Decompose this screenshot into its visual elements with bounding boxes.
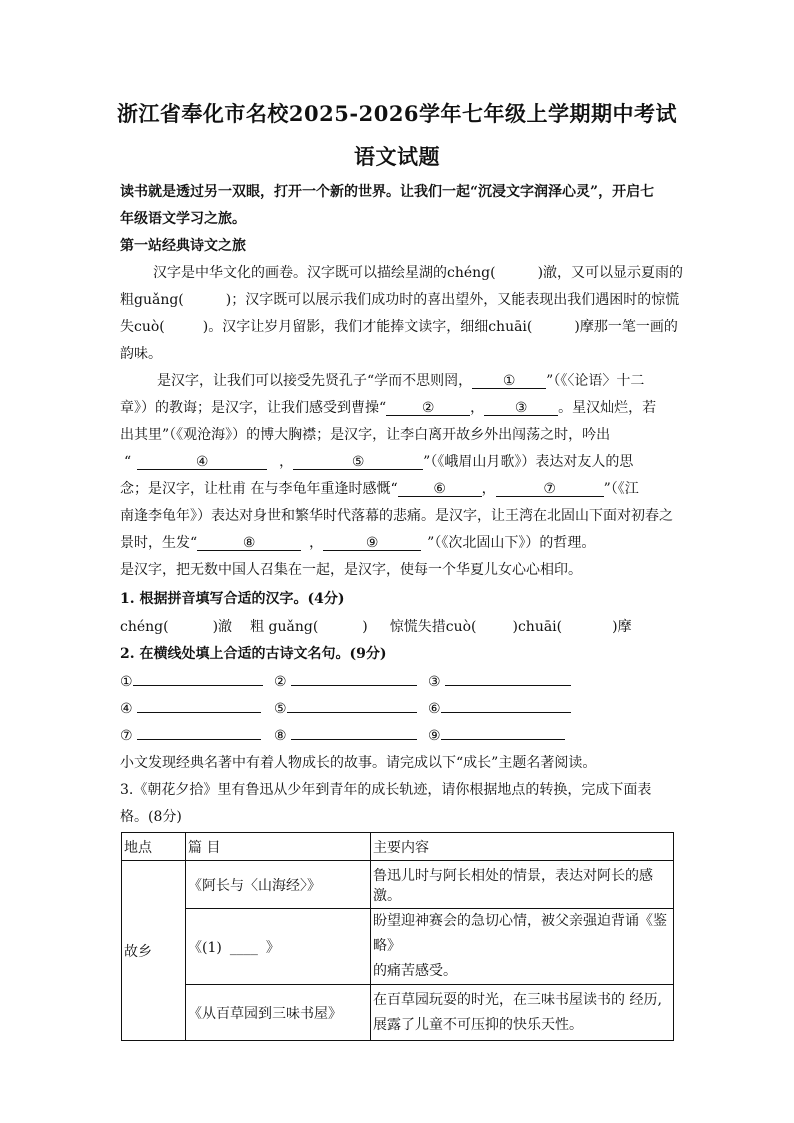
answer-line[interactable] (137, 725, 261, 740)
blank-6[interactable]: ⑥ (398, 482, 482, 497)
table-row (122, 985, 674, 1041)
intro-line2: 年级语文学习之旅。 (120, 211, 246, 227)
row3-content (371, 985, 674, 1041)
q2-label: ⑥ (428, 701, 441, 717)
p2-line2: 章》）的教诲；是汉字，让我们感受到曹操“ ② ， ③ 。星汉灿烂，若 (120, 400, 657, 416)
p1-line3 (120, 316, 678, 336)
p2-line5: 念；是汉字，让杜甫 在与李龟年重逢时感慨“ ⑥ ， ⑦ ”（《江 (120, 481, 639, 497)
q2-title: 2. 在横线处填上合适的古诗文名句。(9分) (120, 646, 387, 662)
p2-text: ”（《峨眉山月歌》）表达对友人的思 (423, 454, 634, 470)
q2-label: ① (120, 674, 133, 690)
header-place: 地点 (122, 833, 186, 861)
section-title: 第一站经典诗文之旅 (120, 238, 246, 254)
q1-item: ) (362, 619, 368, 635)
p1-text: )摩那一笔一画的 (574, 319, 678, 335)
answer-line[interactable] (137, 698, 261, 713)
p2-text: 章》）的教诲；是汉字，让我们感受到曹操“ (120, 400, 387, 416)
blank-5[interactable]: ⑤ (293, 455, 423, 470)
answer-line[interactable] (133, 671, 263, 686)
row2-title-blank[interactable]: ____ (229, 939, 258, 956)
header-title: 篇 目 (186, 833, 371, 861)
q2-label: ⑤ (274, 701, 287, 717)
blank-4[interactable]: ④ (137, 455, 267, 470)
answer-line[interactable] (287, 698, 417, 713)
q2-label: ② (274, 674, 287, 690)
q1-answers (120, 616, 632, 636)
header-content: 主要内容 (371, 833, 674, 861)
p2-text: ”（《〈论语〉十二 (546, 373, 645, 389)
p2-line7: 景时，生发“ ⑧ ， ⑨ ”（《次北固山下》）的哲理。 (120, 535, 596, 551)
blank-1[interactable]: ① (472, 374, 546, 389)
p1-line1 (153, 262, 683, 282)
p2-text: ”（《次北固山下》）的哲理。 (427, 535, 596, 551)
q1-item: chéng( (120, 619, 169, 635)
row2-title-end: 》 (265, 939, 280, 956)
q3-table (121, 832, 674, 1041)
blank-8[interactable]: ⑧ (197, 536, 301, 551)
row1-title: 《阿长与〈山海经〉》 (186, 861, 371, 909)
p2-text: ”（《江 (603, 481, 639, 497)
answer-line[interactable] (441, 698, 571, 713)
p2-text: 。星汉灿烂，若 (558, 400, 657, 416)
q1-item: )澈 (212, 619, 233, 635)
p1-line4: 韵味。 (120, 346, 162, 362)
row2-title (186, 909, 371, 985)
q2-row3b (274, 725, 417, 744)
row3-content-line2: 展露了儿童不可压抑的快乐天性。 (373, 1016, 583, 1033)
q1-item: )chuāi( (512, 619, 563, 635)
blank-9[interactable]: ⑨ (323, 536, 421, 551)
p2-text: 念；是汉字，让杜甫 在与李龟年重逢时感慨“ (120, 481, 398, 497)
q2-row2 (120, 698, 261, 717)
q2-label: ③ (428, 674, 441, 690)
p2-line8: 是汉字，把无数中国人召集在一起，是汉字，使每一个华夏儿女心心相印。 (120, 562, 582, 578)
row2-content-line1: 盼望迎神赛会的急切心情，被父亲强迫背诵《鉴略》 (373, 913, 667, 954)
q2-row2b (274, 698, 417, 717)
q1-item: )摩 (612, 619, 632, 635)
q2-row2c (428, 698, 571, 717)
p1-text: 汉字是中华文化的画卷。汉字既可以描绘星湖的chéng( (153, 265, 496, 281)
answer-line[interactable] (445, 671, 571, 686)
p1-text: )。汉字让岁月留影，我们才能捧文读字，细细chuāi( (202, 319, 533, 335)
row2-title-text: 《(1) (188, 939, 222, 956)
q2-row1 (120, 671, 263, 690)
row3-content-line1: 在百草园玩耍的时光，在三味书屋读书的 经历, (373, 991, 662, 1008)
row3-title: 《从百草园到三味书屋》 (186, 985, 371, 1041)
p1-text: 失cuò( (120, 319, 165, 335)
q1-item: 粗 guǎng( (250, 619, 319, 635)
p1-text: )；汉字既可以展示我们成功时的喜出望外，又能表现出我们遇困时的惊慌 (225, 292, 680, 308)
q2-row1c (428, 671, 571, 690)
table-row (122, 861, 674, 909)
table-row (122, 909, 674, 985)
p2-text: “ (124, 454, 132, 470)
answer-line[interactable] (291, 671, 417, 686)
blank-3[interactable]: ③ (484, 401, 558, 416)
p1-line2 (120, 289, 679, 309)
q2-label: ⑦ (120, 728, 133, 744)
p2-text: 景时，生发“ (120, 535, 198, 551)
reading-intro: 小文发现经典名著中有着人物成长的故事。请完成以下“成长”主题名著阅读。 (120, 755, 597, 771)
row1-content-text: 鲁迅儿时与阿长相处的情景，表达对阿长的感激。 (373, 867, 653, 904)
q2-label: ④ (120, 701, 133, 717)
p1-text: 粗guǎng( (120, 292, 184, 308)
row1-content (371, 861, 674, 909)
blank-7[interactable]: ⑦ (496, 482, 604, 497)
exam-title-line2: 语文试题 (354, 144, 440, 169)
p1-text: )澈，又可以显示夏雨的 (537, 265, 684, 281)
place-cell: 故乡 (122, 861, 186, 1041)
p2-line3: 出其里”（《观沧海》）的博大胸襟；是汉字，让李白离开故乡外出闯荡之时，吟出 (120, 427, 611, 443)
blank-2[interactable]: ② (386, 401, 470, 416)
row2-content-line2: 的痛苦感受。 (373, 963, 457, 979)
p2-line6: 南逢李龟年》）表达对身世和繁华时代落幕的悲痛。是汉字，让王湾在北固山下面对初春之 (120, 508, 673, 524)
row2-content (371, 909, 674, 985)
q2-label: ⑨ (428, 728, 441, 744)
q2-row3 (120, 725, 261, 744)
q1-item: 惊慌失措cuò( (389, 619, 477, 635)
q2-label: ⑧ (274, 728, 287, 744)
q2-row3c (428, 725, 565, 744)
table-header-row (122, 833, 674, 861)
answer-line[interactable] (291, 725, 417, 740)
exam-title-line1: 浙江省奉化市名校2025-2026学年七年级上学期期中考试 (116, 101, 678, 126)
intro-line1: 读书就是透过另一双眼，打开一个新的世界。让我们一起“沉浸文字润泽心灵”，开启七 (120, 184, 655, 200)
q2-row1b (274, 671, 417, 690)
q3-line1: 3.《朝花夕拾》里有鲁迅从少年到青年的成长轨迹，请你根据地点的转换，完成下面表 (120, 782, 652, 798)
q1-title: 1. 根据拼音填写合适的汉字。(4分) (120, 591, 345, 607)
answer-line[interactable] (441, 725, 565, 740)
p2-line4: “ ④ ， ⑤ ”（《峨眉山月歌》）表达对友人的思 (124, 454, 634, 470)
q3-line2: 格。(8分) (120, 809, 182, 825)
p2-text: 是汉字，让我们可以接受先贤孔子“学而不思则罔， (157, 373, 473, 389)
p2-line1 (157, 370, 644, 390)
